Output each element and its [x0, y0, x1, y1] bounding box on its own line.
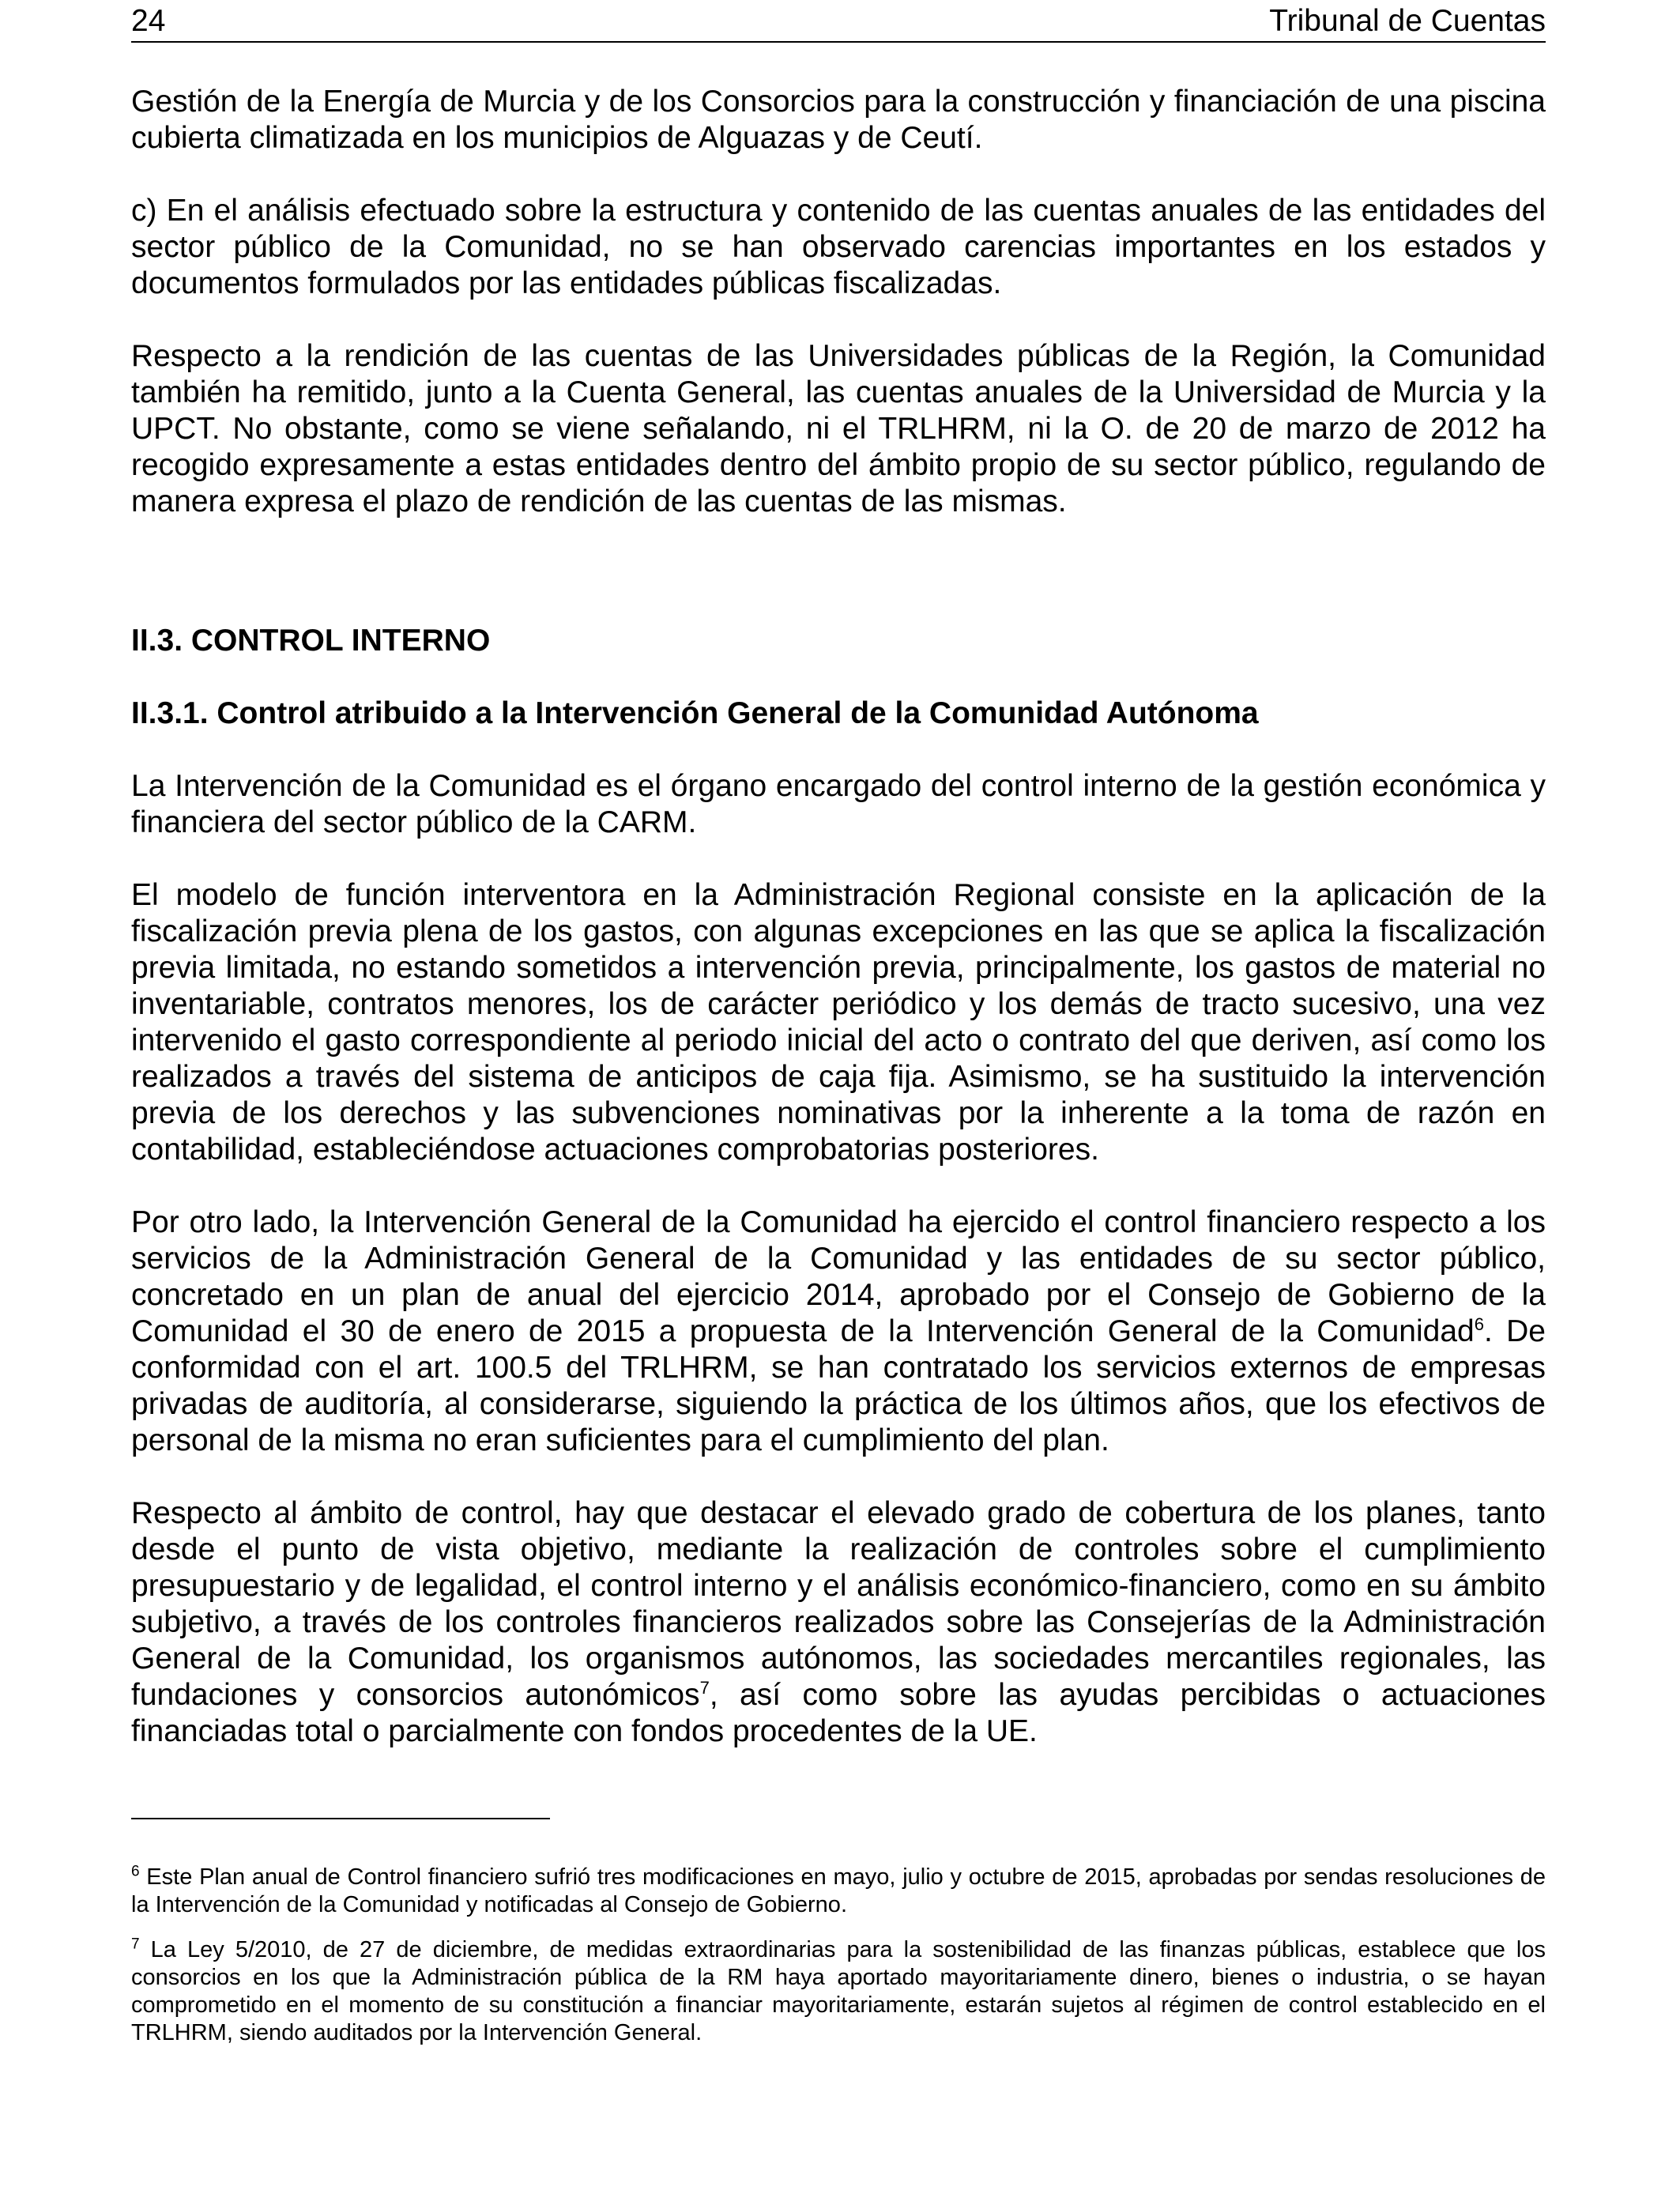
paragraph: [131, 1204, 1546, 1459]
footnotes: [131, 1864, 1546, 2064]
paragraph: El modelo de función interventora en la Administración Regional consiste en la aplicación de la fiscalización previa plena de los gastos, con algunas excepciones en las que se aplica la fiscalización previa limitada, no estando sometidos a intervención previa, principalmente, los gastos de material no inventariable, contratos menores, los de carácter periódico y los demás de tracto sucesivo, una vez intervenido el gasto correspondiente al periodo inicial del acto o contrato del que deriven, así como los realizados a través del sistema de anticipos de caja fija. Asimismo, se ha sustituido la intervención previa de los derechos y las subvenciones nominativas por la inherente a la toma de razón en contabilidad, estableciéndose actuaciones comprobatorias posteriores.: [131, 878, 1546, 1167]
section-heading: II.3. CONTROL INTERNO: [131, 624, 491, 658]
paragraph: Gestión de la Energía de Murcia y de los Consorcios para la construcción y financiación de una piscina cubierta climatizada en los municipios de Alguazas y de Ceutí.: [131, 85, 1546, 155]
footnote-number: 7: [131, 1936, 140, 1953]
paragraph: c) En el análisis efectuado sobre la estructura y contenido de las cuentas anuales de las entidades del sector público de la Comunidad, no se han observado carencias importantes en los estados y documentos formulados por las entidades públicas fiscalizadas.: [131, 194, 1546, 300]
header-title: Tribunal de Cuentas: [1269, 4, 1546, 38]
footnote-number: 6: [131, 1863, 140, 1880]
section-spacer: [131, 556, 1546, 623]
page-header: [131, 3, 1546, 43]
footnote-reference[interactable]: 7: [699, 1678, 710, 1698]
paragraph-text: , así como sobre las ayudas percibidas o actuaciones financiadas total o parcialmente con fondos procedentes de la UE.: [131, 1678, 1546, 1748]
subsection-heading: II.3.1. Control atribuido a la Intervención General de la Comunidad Autónoma: [131, 696, 1259, 730]
footnote-reference[interactable]: 6: [1474, 1314, 1484, 1334]
paragraph-text: . De conformidad con el art. 100.5 del TRLHRM, se han contratado los servicios externos de empresas privadas de auditoría, al considerarse, siguiendo la práctica de los últimos años, que los efectivos de personal de la misma no eran suficientes para el cumplimiento del plan.: [131, 1314, 1546, 1457]
paragraph: Respecto a la rendición de las cuentas de las Universidades públicas de la Región, la Comunidad también ha remitido, junto a la Cuenta General, las cuentas anuales de la Universidad de Murcia y la UPCT. No obstante, como se viene señalando, ni el TRLHRM, ni la O. de 20 de marzo de 2012 ha recogido expresamente a estas entidades dentro del ámbito propio de su sector público, regulando de manera expresa el plazo de rendición de las cuentas de las mismas.: [131, 339, 1546, 518]
footnote: [131, 1864, 1546, 1919]
paragraph-text: Por otro lado, la Intervención General de la Comunidad ha ejercido el control financiero respecto a los servicios de la Administración General de la Comunidad y las entidades de su sector público, concretado en un plan de anual del ejercicio 2014, aprobado por el Consejo de Gobierno de la Comunidad el 30 de enero de 2015 a propuesta de la Intervención General de la Comunidad: [131, 1205, 1546, 1348]
footnote-text: La Ley 5/2010, de 27 de diciembre, de medidas extraordinarias para la sostenibilidad de las finanzas públicas, establece que los consorcios en los que la Administración pública de la RM haya aportado mayoritariamente dinero, bienes o industria, o se hayan comprometido en el momento de su constitución a financiar mayoritariamente, estarán sujetos al régimen de control establecido en el TRLHRM, siendo auditados por la Intervención General.: [131, 1937, 1546, 2045]
footnote-text: Este Plan anual de Control financiero sufrió tres modificaciones en mayo, julio y octubre de 2015, aprobadas por sendas resoluciones de la Intervención de la Comunidad y notificadas al Consejo de Gobierno.: [131, 1864, 1546, 1917]
footnote-separator: [131, 1818, 550, 1819]
page-number: 24: [131, 4, 166, 38]
body-text: [131, 84, 1546, 1786]
paragraph-text: Respecto al ámbito de control, hay que destacar el elevado grado de cobertura de los planes, tanto desde el punto de vista objetivo, mediante la realización de controles sobre el cumplimiento presupuestario y de legalidad, el control interno y el análisis económico-financiero, como en su ámbito subjetivo, a través de los controles financieros realizados sobre las Consejerías de la Administración General de la Comunidad, los organismos autónomos, las sociedades mercantiles regionales, las fundaciones y consorcios autonómicos: [131, 1496, 1546, 1712]
footnote: [131, 1936, 1546, 2047]
paragraph: La Intervención de la Comunidad es el órgano encargado del control interno de la gestión económica y financiera del sector público de la CARM.: [131, 769, 1546, 839]
paragraph: [131, 1495, 1546, 1750]
